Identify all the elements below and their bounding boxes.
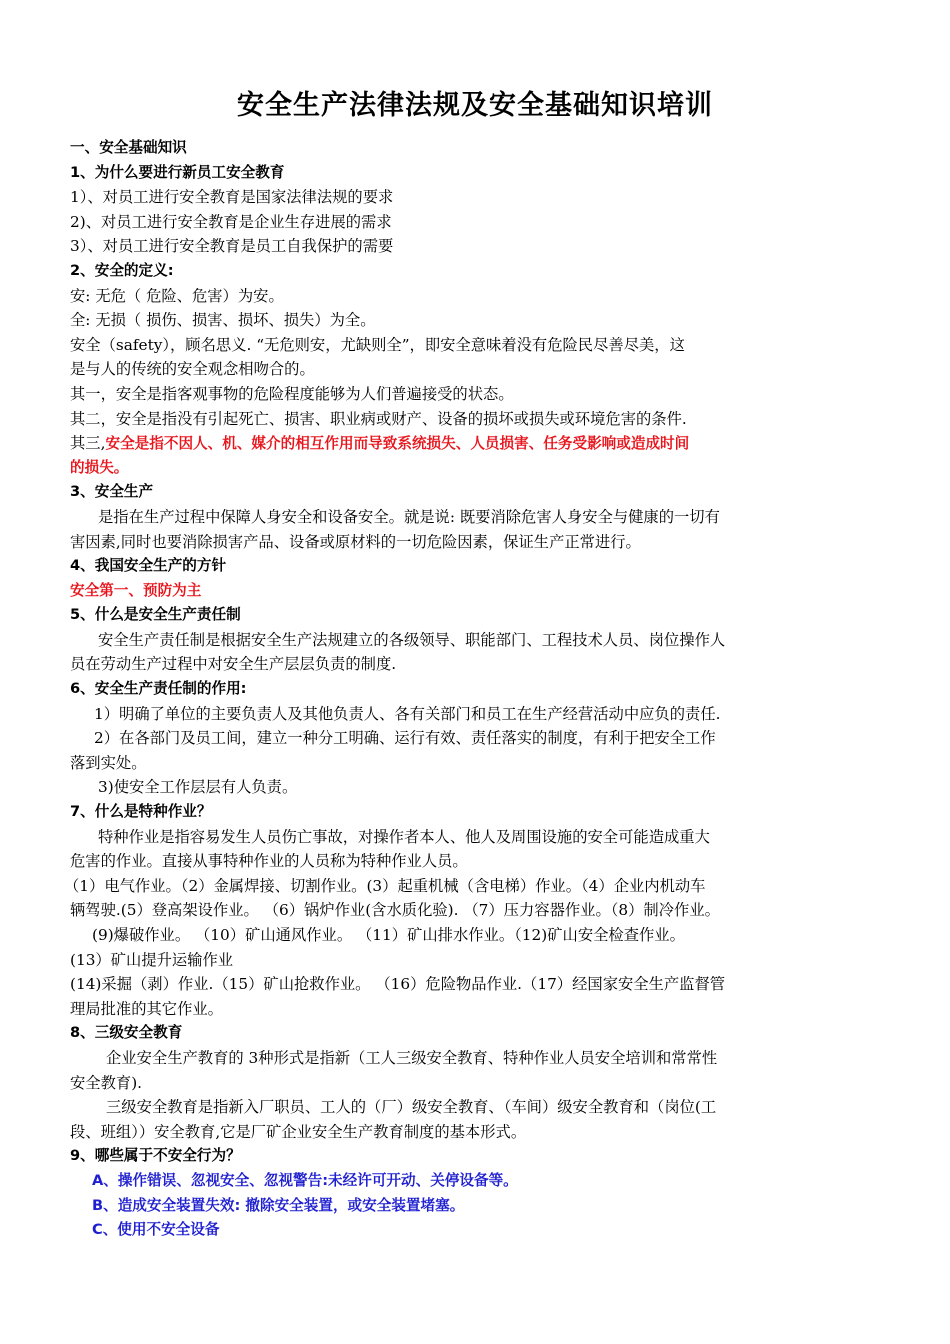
paragraph-line: 是指在生产过程中保障人身安全和设备安全。就是说: 既要消除危害人身安全与健康的一切有 [98,507,720,526]
paragraph-line: （1）电气作业。（2）金属焊接、切割作业。(3）起重机械（含电梯）作业。（4）企业内机动车 [64,876,706,895]
paragraph-line: 企业安全生产教育的 3种形式是指新（工人三级安全教育、特种作业人员安全培训和常常性 [106,1048,718,1067]
paragraph-line: 其一，安全是指客观事物的危险程度能够为人们普遍接受的状态。 [70,384,514,403]
subsection-heading: 4、我国安全生产的方针 [70,557,227,575]
list-item: 3)使安全工作层层有人负责。 [98,778,298,797]
subsection-heading: 1、为什么要进行新员工安全教育 [70,163,285,181]
list-item: 2）在各部门及员工间，建立一种分工明确、运行有效、责任落实的制度，有利于把安全工作 [94,729,716,748]
prefix-text: 其三, [70,434,106,453]
paragraph-line: 其二，安全是指没有引起死亡、损害、职业病或财产、设备的损坏或损失或环境危害的条件. [70,409,687,428]
paragraph-line: (13）矿山提升运输作业 [70,950,234,969]
paragraph-line: 辆驾驶.(5）登高架设作业。 （6）锅炉作业(含水质化验). （7）压力容器作业。（8）制冷作业。 [70,901,720,920]
unsafe-behavior-item: A、操作错误、忽视安全、忽视警告:未经许可开动、关停设备等。 [92,1171,518,1189]
unsafe-behavior-item: B、造成安全装置失效: 撤除安全装置，或安全装置堵塞。 [92,1196,465,1214]
paragraph-line: 安全教育). [70,1073,143,1092]
highlight-text: 的损失。 [70,458,129,476]
paragraph-line: 3）、对员工进行安全教育是员工自我保护的需要 [70,237,394,256]
subsection-heading: 6、安全生产责任制的作用: [70,680,247,698]
subsection-heading: 2、安全的定义: [70,261,174,279]
paragraph-line: (9)爆破作业。 （10）矿山通风作业。 （11）矿山排水作业。（12)矿山安全检查作业。 [92,926,685,944]
list-item: 1）明确了单位的主要负责人及其他负责人、各有关部门和员工在生产经营活动中应负的责任. [94,704,721,723]
paragraph-line: 安: 无危（ 危险、危害）为安。 [70,286,284,305]
paragraph-line: 危害的作业。直接从事特种作业的人员称为特种作业人员。 [70,852,468,871]
subsection-heading: 8、三级安全教育 [70,1024,183,1042]
paragraph-line: 是与人的传统的安全观念相吻合的。 [70,360,315,379]
paragraph-line: 害因素,同时也要消除损害产品、设备或原材料的一切危险因素，保证生产正常进行。 [70,532,641,551]
paragraph-line: (14)采掘（剥）作业.（15）矿山抢救作业。 （16）危险物品作业.（17）经国家安全生产监督管 [70,975,726,994]
paragraph-line: 安全生产责任制是根据安全生产法规建立的各级领导、职能部门、工程技术人员、岗位操作人 [98,630,726,649]
paragraph-line: 全: 无损（ 损伤、损害、损坏、损失）为全。 [70,311,376,330]
subsection-heading: 3、安全生产 [70,483,154,501]
paragraph-line: 三级安全教育是指新入厂职员、工人的（厂）级安全教育、（车间）级安全教育和（岗位(工 [106,1098,717,1117]
paragraph-line: 安全（safety），顾名思义. “无危则安，尤缺则全”，即安全意味着没有危险民尽善尽美，这 [70,335,685,354]
paragraph-line: 段、班组））安全教育,它是厂矿企业安全生产教育制度的基本形式。 [70,1122,527,1141]
paragraph-line-mixed [70,431,882,456]
paragraph-line: 特种作业是指容易发生人员伤亡事故，对操作者本人、他人及周围设施的安全可能造成重大 [98,827,710,846]
paragraph-line: 落到实处。 [70,753,147,772]
subsection-heading: 7、什么是特种作业？ [70,803,212,821]
highlight-text: 安全第一、预防为主 [70,581,202,599]
paragraph-line: 2)、对员工进行安全教育是企业生存进展的需求 [70,212,392,231]
subsection-heading: 9、哪些属于不安全行为？ [70,1147,241,1165]
highlight-text: 安全是指不因人、机、媒介的相互作用而导致系统损失、人员损害、任务受影响或造成时间 [105,435,690,453]
document-title: 安全生产法律法规及安全基础知识培训 [237,90,713,121]
paragraph-line: 理局批准的其它作业。 [70,999,223,1018]
unsafe-behavior-item: C、使用不安全设备 [92,1221,220,1239]
document-body [64,136,882,1243]
paragraph-line: 员在劳动生产过程中对安全生产层层负责的制度. [70,655,397,674]
section-heading: 一、安全基础知识 [70,139,187,156]
subsection-heading: 5、什么是安全生产责任制 [70,606,241,624]
paragraph-line: 1）、对员工进行安全教育是国家法律法规的要求 [70,188,394,207]
